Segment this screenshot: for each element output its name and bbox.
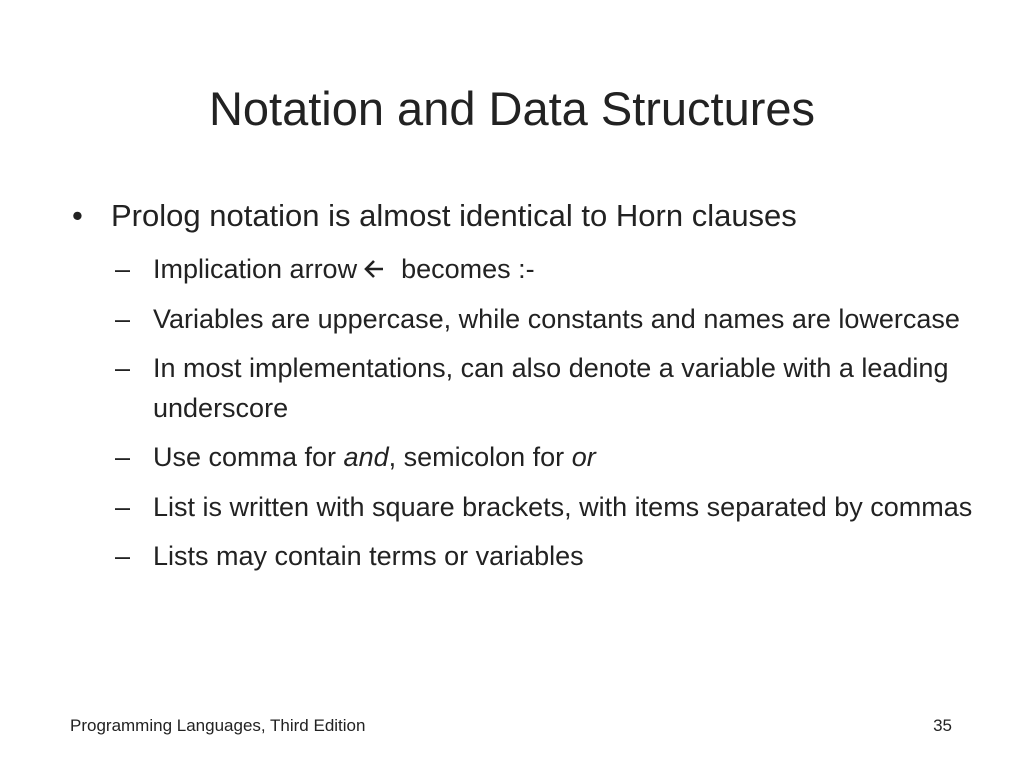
sub-bullet-text: Lists may contain terms or variables (153, 541, 584, 571)
sub-bullet-list (115, 250, 975, 587)
dash-marker: – (115, 491, 131, 522)
sub-bullet-list-brackets (115, 488, 975, 528)
sub-bullet-text (153, 250, 975, 290)
slide-title: Notation and Data Structures (208, 82, 816, 135)
becomes-text: becomes :- (401, 254, 535, 284)
dash-marker: – (115, 541, 131, 571)
bullet-marker: • (72, 198, 83, 233)
sub-bullet-variables (115, 300, 975, 340)
sub-bullet-text: Variables are uppercase, while constants and names are lowercase (153, 303, 960, 334)
main-bullet (70, 196, 970, 236)
sub-bullet-underscore (115, 349, 975, 428)
implication-label: Implication arrow (153, 254, 358, 284)
or-keyword: or (571, 442, 596, 472)
dash-marker: – (115, 442, 131, 472)
sub-bullet-implication (115, 250, 975, 290)
sub-bullet-list-contents (115, 537, 975, 577)
sub-bullet-text (153, 438, 975, 478)
comma-text: Use comma for (153, 442, 344, 472)
dash-marker: – (115, 303, 131, 334)
and-keyword: and (343, 442, 389, 472)
dash-marker: – (115, 254, 131, 284)
sub-bullet-text: List is written with square brackets, with items separated by commas (153, 491, 973, 522)
sub-bullet-text: In most implementations, can also denote a variable with a leading underscore (153, 353, 949, 423)
semicolon-text: , semicolon for (388, 442, 572, 472)
footer-book-title: Programming Languages, Third Edition (70, 716, 366, 735)
dash-marker: – (115, 353, 131, 383)
main-bullet-text: Prolog notation is almost identical to Horn clauses (111, 198, 797, 233)
left-arrow-icon (363, 259, 385, 279)
page-number: 35 (933, 716, 952, 735)
sub-bullet-comma-semicolon (115, 438, 975, 478)
